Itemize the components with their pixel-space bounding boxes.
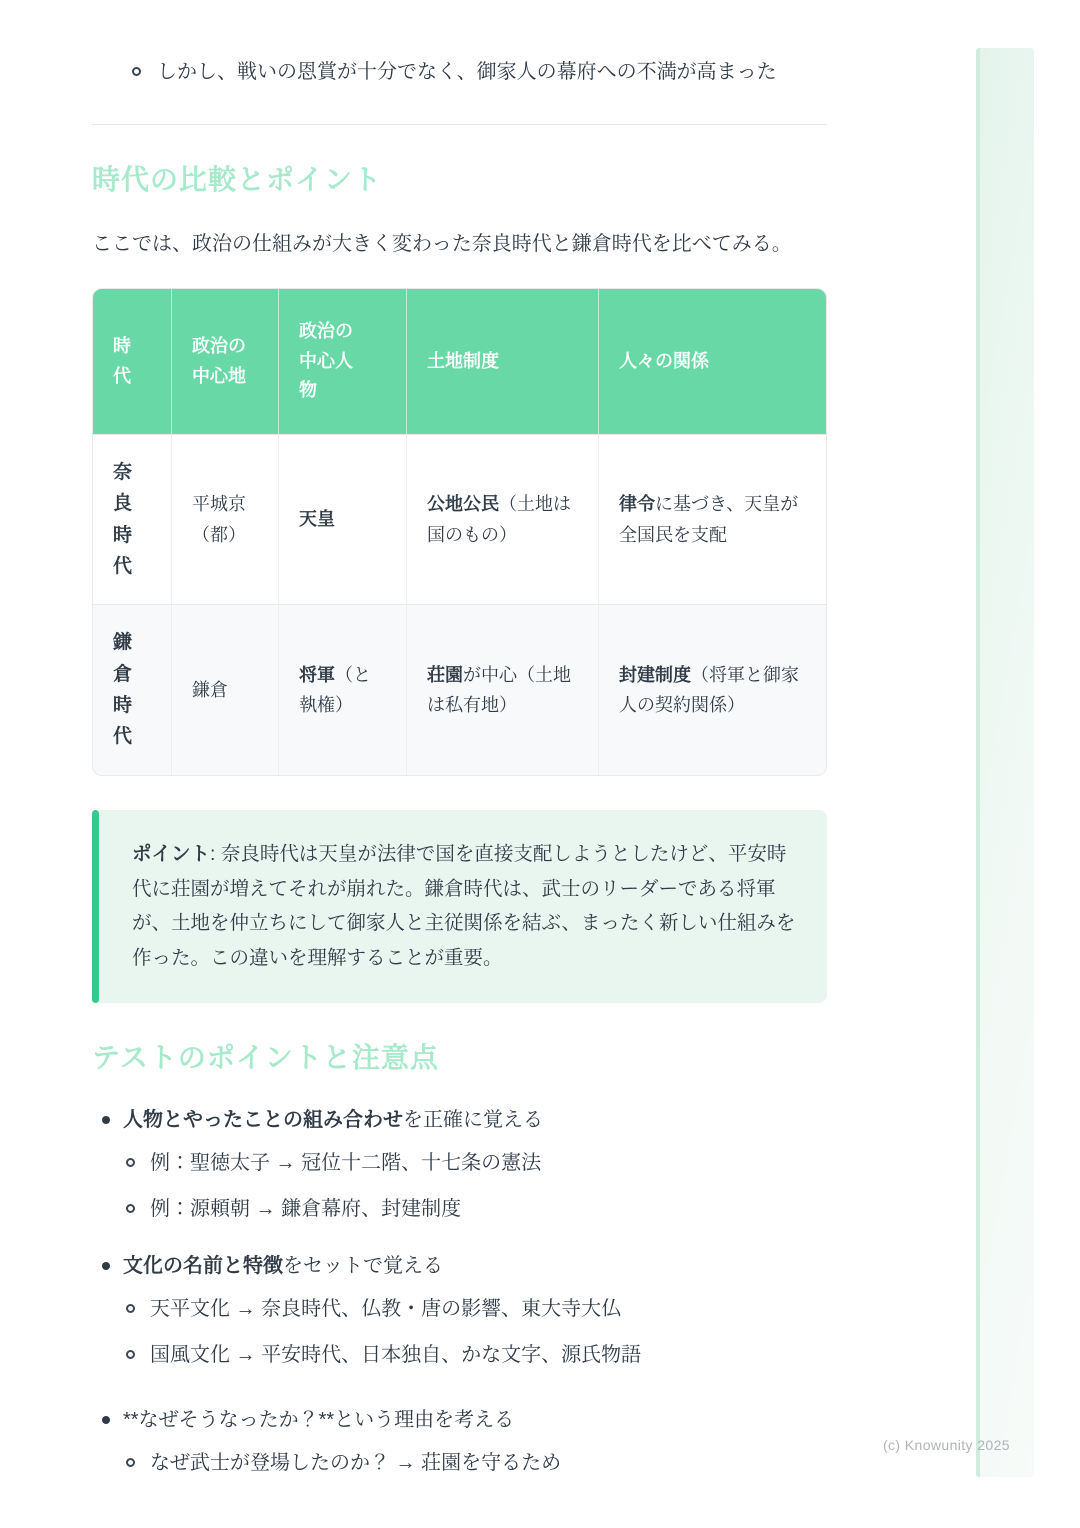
bullet-icon — [102, 1262, 110, 1270]
column-header-center: 政治の中心地 — [171, 289, 278, 434]
column-header-era: 時代 — [93, 289, 171, 434]
page-content — [92, 0, 827, 1480]
hollow-bullet-icon — [126, 1458, 135, 1467]
cell-relations: 律令に基づき、天皇が全国民を支配 — [598, 434, 826, 604]
hollow-bullet-icon — [126, 1350, 135, 1359]
column-header-person: 政治の中心人物 — [278, 289, 406, 434]
sub-list-item: 例：源頼朝 → 鎌倉幕府、封建制度 — [126, 1192, 827, 1226]
cell-person: 将軍（と執権） — [278, 604, 406, 774]
section-divider — [92, 124, 827, 125]
sub-list — [92, 1446, 827, 1480]
callout-text: : 奈良時代は天皇が法律で国を直接支配しようとしたけど、平安時代に荘園が増えてそれが崩れた。鎌倉時代は、武士のリーダーである将軍が、土地を仲立ちにして御家人と主従関係を結ぶ、まったく新しい仕組みを作った。この違いを理解することが重要。 — [132, 842, 796, 969]
section-title-test-points: テストのポイントと注意点 — [92, 1041, 439, 1073]
hollow-bullet-icon — [132, 67, 141, 76]
cell-center: 鎌倉 — [171, 604, 278, 774]
column-header-relations: 人々の関係 — [598, 289, 826, 434]
table-row-nara — [93, 434, 826, 604]
bullet-icon — [102, 1116, 110, 1124]
hollow-bullet-icon — [126, 1158, 135, 1167]
callout-label: ポイント — [132, 842, 211, 865]
list-item — [92, 1249, 827, 1372]
next-page-edge — [976, 48, 1034, 1477]
section-title-comparison: 時代の比較とポイント — [92, 164, 383, 195]
cell-land: 公地公民（土地は国のもの） — [406, 434, 598, 604]
cell-era: 奈良時代 — [93, 434, 171, 604]
sub-list-item: 国風文化 → 平安時代、日本独自、かな文字、源氏物語 — [126, 1338, 827, 1372]
copyright-notice: (c) Knowunity 2025 — [882, 1437, 1010, 1453]
table-header-row — [93, 289, 826, 434]
list-item-text: **なぜそうなったか？**という理由を考える — [92, 1403, 827, 1437]
cell-era: 鎌倉時代 — [93, 604, 171, 774]
cell-land: 荘園が中心（土地は私有地） — [406, 604, 598, 774]
cell-person: 天皇 — [278, 434, 406, 604]
cell-relations: 封建制度（将軍と御家人の契約関係） — [598, 604, 826, 774]
sub-list — [92, 1292, 827, 1372]
column-header-land: 土地制度 — [406, 289, 598, 434]
sub-list-item: 例：聖徳太子 → 冠位十二階、十七条の憲法 — [126, 1146, 827, 1180]
continuation-list-item — [92, 56, 827, 88]
continuation-text: しかし、戦いの恩賞が十分でなく、御家人の幕府への不満が高まった — [157, 61, 777, 83]
hollow-bullet-icon — [126, 1204, 135, 1213]
point-callout — [92, 810, 827, 1003]
sub-list — [92, 1146, 827, 1226]
bullet-icon — [102, 1416, 110, 1424]
sub-list-item: 天平文化 → 奈良時代、仏教・唐の影響、東大寺大仏 — [126, 1292, 827, 1326]
comparison-table — [92, 288, 827, 776]
list-item-text: 文化の名前と特徴をセットで覚える — [92, 1249, 827, 1283]
list-item-text: 人物とやったことの組み合わせを正確に覚える — [92, 1103, 827, 1137]
intro-paragraph: ここでは、政治の仕組みが大きく変わった奈良時代と鎌倉時代を比べてみる。 — [92, 233, 792, 255]
table-row-kamakura — [93, 604, 826, 774]
test-points-list — [92, 1103, 827, 1480]
sub-list-item: なぜ武士が登場したのか？ → 荘園を守るため — [126, 1446, 827, 1480]
list-item — [92, 1103, 827, 1226]
list-item — [92, 1403, 827, 1480]
hollow-bullet-icon — [126, 1304, 135, 1313]
cell-center: 平城京（都） — [171, 434, 278, 604]
